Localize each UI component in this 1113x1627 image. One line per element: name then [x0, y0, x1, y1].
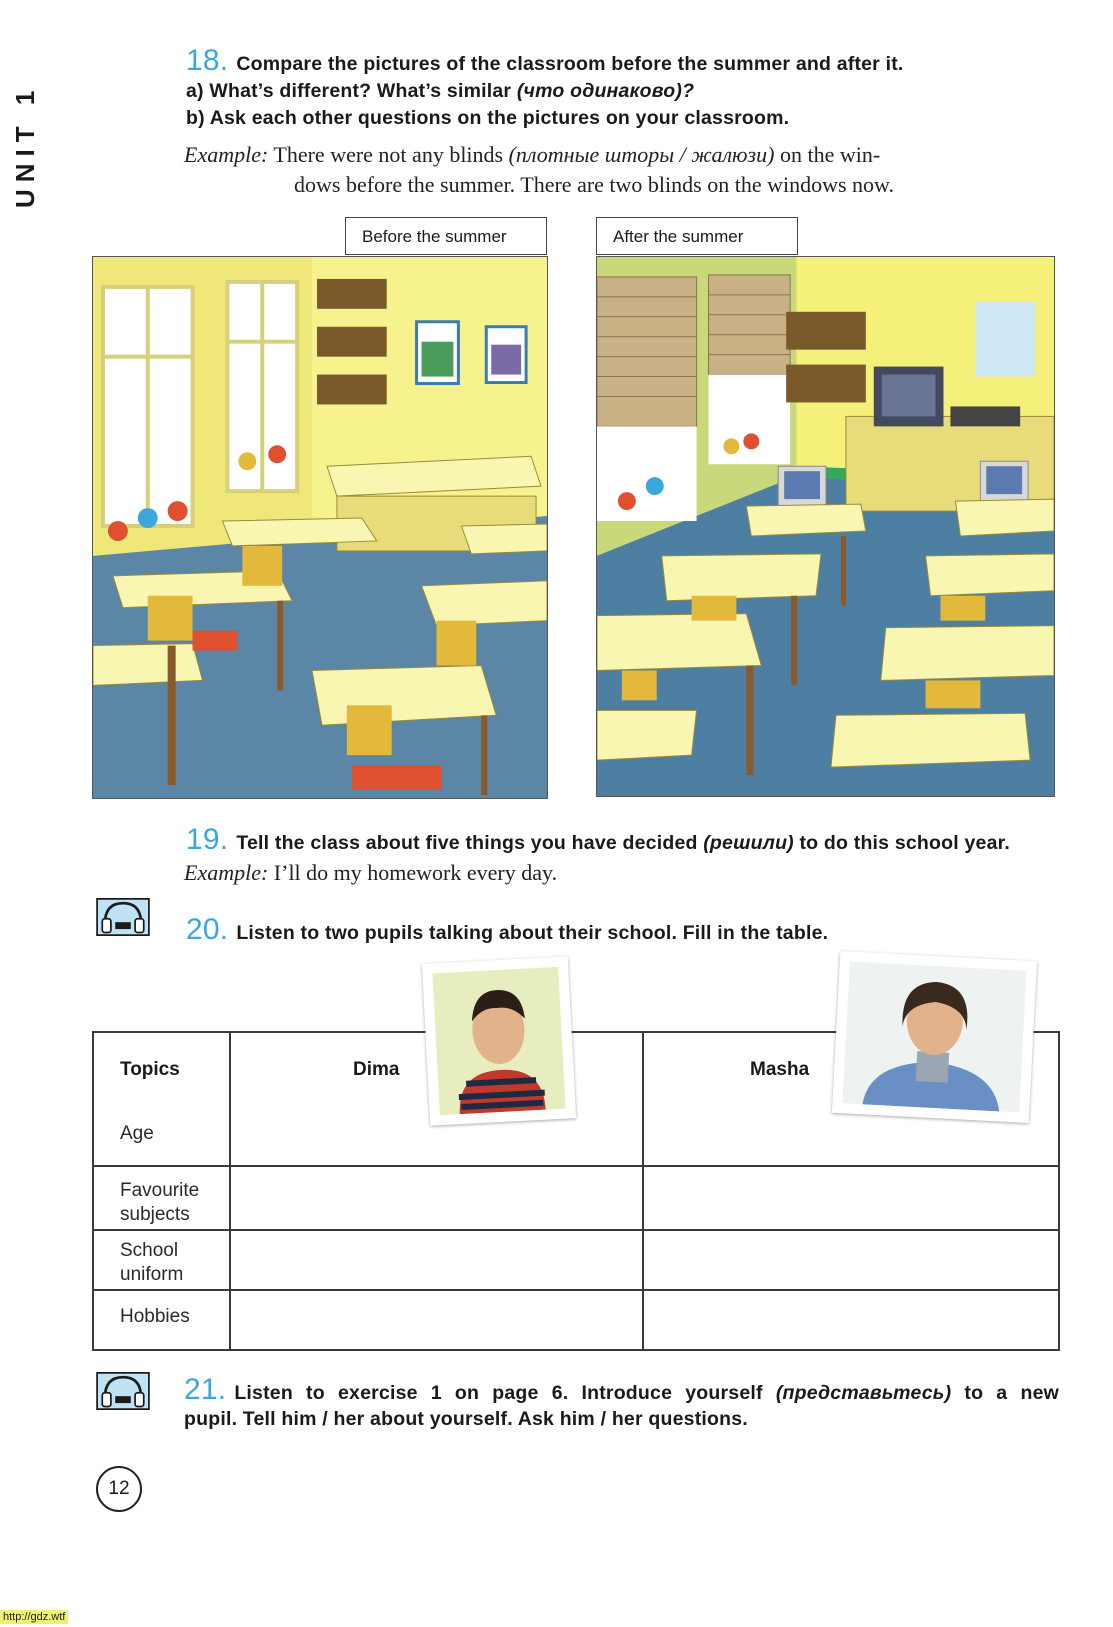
table-row [93, 1290, 1059, 1350]
answer-cell[interactable] [643, 1230, 1059, 1290]
question-a: a) What’s different? What’s similar [186, 80, 517, 102]
exercise-number: 21. [184, 1373, 227, 1406]
exercise-line-2: pupil. Tell him / her about yourself. Ask him / her questions. [184, 1408, 748, 1430]
classroom-before-picture [92, 256, 548, 799]
exercise-text-end: to a new [951, 1382, 1059, 1404]
footer-url[interactable]: http://gdz.wtf [0, 1610, 68, 1624]
exercise-text: Listen to two pupils talking about their school. Fill in the table. [236, 922, 829, 944]
exercise-number: 20. [186, 913, 229, 946]
exercise-translation: (решили) [703, 832, 794, 854]
after-caption-text: After the summer [613, 227, 744, 246]
exercise-title: Compare the pictures of the classroom before the summer and after it. [236, 53, 904, 75]
row-label-hobbies: Hobbies [93, 1290, 230, 1350]
row-label-favourite-subjects: Favourite subjects [93, 1166, 230, 1230]
exercise-text: Listen to exercise 1 on page 6. Introduce yourself [234, 1382, 776, 1404]
topics-header: Topics [120, 1059, 180, 1080]
before-caption-text: Before the summer [362, 227, 507, 246]
exercise-text: Tell the class about five things you have decided [236, 832, 704, 854]
exercise-translation: (представьтесь) [775, 1382, 952, 1404]
question-a-translation: (что одинаково)? [516, 80, 695, 102]
classroom-after-picture [596, 256, 1055, 797]
row-label-age: Age [120, 1123, 154, 1144]
answer-cell[interactable] [230, 1290, 643, 1350]
example-text: I’ll do my homework every day. [268, 860, 558, 885]
page-number: 12 [96, 1466, 142, 1512]
topics-cell [93, 1032, 230, 1166]
masha-photo [832, 951, 1037, 1123]
exercise-number: 18. [186, 44, 229, 77]
column-header-dima: Dima [353, 1059, 400, 1080]
example-label: Example: [184, 142, 269, 167]
headphones-icon [92, 898, 154, 936]
example-text: There were not any blinds [268, 142, 509, 167]
example-line-2: dows before the summer. There are two blinds on the windows now. [294, 172, 894, 197]
column-header-masha: Masha [750, 1059, 810, 1080]
exercise-19 [186, 823, 1066, 857]
table-row [93, 1230, 1059, 1290]
question-b: b) Ask each other questions on the pictures on your classroom. [186, 107, 790, 129]
row-label-school-uniform: School uniform [93, 1230, 230, 1290]
answer-cell[interactable] [230, 1230, 643, 1290]
headphones-icon [92, 1372, 154, 1410]
example-text-end: on the win- [774, 142, 881, 167]
exercise-number: 19. [186, 823, 229, 856]
dima-photo [422, 956, 576, 1125]
exercise-text-end: to do this school year. [793, 832, 1010, 854]
before-summer-caption [345, 217, 547, 255]
exercise-21 [184, 1373, 1059, 1432]
example-19 [184, 860, 557, 886]
unit-tab [4, 83, 44, 210]
example-label: Example: [184, 860, 269, 885]
unit-label: UNIT 1 [10, 83, 40, 208]
exercise-20 [186, 913, 1046, 947]
answer-cell[interactable] [230, 1166, 643, 1230]
answer-cell[interactable] [643, 1166, 1059, 1230]
example-18 [184, 140, 1064, 200]
table-row [93, 1166, 1059, 1230]
after-summer-caption [596, 217, 798, 255]
answer-cell[interactable] [643, 1290, 1059, 1350]
exercise-18 [186, 44, 1066, 137]
example-translation: (плотные шторы / жалюзи) [508, 142, 775, 167]
